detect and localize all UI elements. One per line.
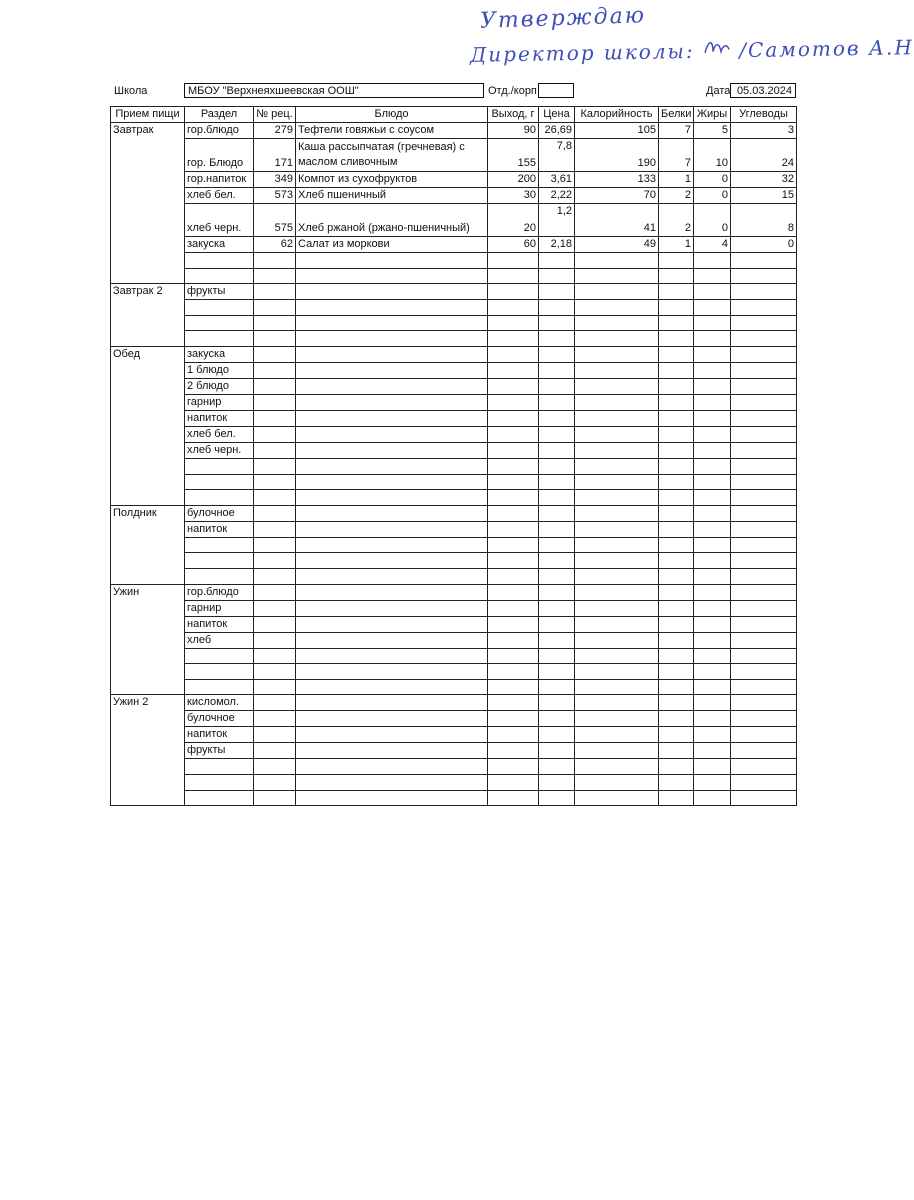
section-cell: 1 блюдо bbox=[185, 362, 254, 378]
dept-label: Отд./корп bbox=[488, 85, 537, 97]
section-cell bbox=[185, 648, 254, 664]
table-row bbox=[111, 474, 797, 490]
section-cell: булочное bbox=[185, 711, 254, 727]
school-label: Школа bbox=[114, 85, 148, 97]
table-row bbox=[111, 774, 797, 790]
table-row bbox=[111, 537, 797, 553]
table-row bbox=[111, 695, 797, 711]
section-cell: гор.блюдо bbox=[185, 584, 254, 600]
recipe-cell: 349 bbox=[254, 172, 296, 188]
section-cell: напиток bbox=[185, 410, 254, 426]
section-cell: фрукты bbox=[185, 743, 254, 759]
section-cell bbox=[185, 537, 254, 553]
price-cell: 26,69 bbox=[539, 123, 575, 139]
table-row bbox=[111, 204, 797, 237]
carbs-cell: 3 bbox=[731, 123, 797, 139]
menu-table bbox=[110, 106, 797, 806]
section-cell bbox=[185, 331, 254, 347]
protein-cell: 1 bbox=[659, 237, 694, 253]
section-cell: хлеб бел. bbox=[185, 188, 254, 204]
meal-name: Завтрак bbox=[111, 123, 185, 139]
table-row bbox=[111, 123, 797, 139]
table-row bbox=[111, 139, 797, 172]
table-row bbox=[111, 664, 797, 680]
protein-cell: 2 bbox=[659, 188, 694, 204]
section-cell bbox=[185, 759, 254, 775]
table-row bbox=[111, 759, 797, 775]
column-header: Калорийность bbox=[575, 107, 659, 123]
protein-cell: 7 bbox=[659, 123, 694, 139]
table-row bbox=[111, 521, 797, 537]
table-row bbox=[111, 490, 797, 506]
section-cell bbox=[185, 774, 254, 790]
column-header: Прием пищи bbox=[111, 107, 185, 123]
table-row bbox=[111, 362, 797, 378]
calories-cell: 133 bbox=[575, 172, 659, 188]
column-header: Белки bbox=[659, 107, 694, 123]
table-row bbox=[111, 600, 797, 616]
meal-name: Ужин 2 bbox=[111, 695, 185, 711]
table-row bbox=[111, 505, 797, 521]
section-cell bbox=[185, 664, 254, 680]
section-cell bbox=[185, 568, 254, 584]
fat-cell: 0 bbox=[694, 204, 731, 237]
carbs-cell: 24 bbox=[731, 139, 797, 172]
section-cell bbox=[185, 679, 254, 695]
section-cell: хлеб черн. bbox=[185, 204, 254, 237]
output-cell: 60 bbox=[488, 237, 539, 253]
section-cell: напиток bbox=[185, 616, 254, 632]
dish-cell: Салат из моркови bbox=[296, 237, 488, 253]
table-header-row bbox=[111, 107, 797, 123]
section-cell bbox=[185, 458, 254, 474]
fat-cell: 0 bbox=[694, 172, 731, 188]
calories-cell: 49 bbox=[575, 237, 659, 253]
section-cell: закуска bbox=[185, 346, 254, 362]
table-row bbox=[111, 410, 797, 426]
table-row bbox=[111, 394, 797, 410]
column-header: Блюдо bbox=[296, 107, 488, 123]
approval-position: Директор школы: bbox=[469, 38, 695, 67]
section-cell: 2 блюдо bbox=[185, 378, 254, 394]
section-cell: гор.блюдо bbox=[185, 123, 254, 139]
section-cell bbox=[185, 300, 254, 316]
dish-cell: Тефтели говяжьи с соусом bbox=[296, 123, 488, 139]
approval-title: Утверждаю bbox=[479, 3, 647, 34]
meal-name: Завтрак 2 bbox=[111, 284, 185, 300]
table-row bbox=[111, 378, 797, 394]
signature-mark bbox=[703, 37, 731, 62]
protein-cell: 1 bbox=[659, 172, 694, 188]
price-cell: 3,61 bbox=[539, 172, 575, 188]
price-cell: 2,22 bbox=[539, 188, 575, 204]
approval-signature-line bbox=[470, 34, 914, 67]
table-row bbox=[111, 616, 797, 632]
section-cell: булочное bbox=[185, 505, 254, 521]
section-cell: гарнир bbox=[185, 600, 254, 616]
table-row bbox=[111, 426, 797, 442]
table-row bbox=[111, 632, 797, 648]
table-row bbox=[111, 727, 797, 743]
school-field: МБОУ "Верхнеяхшеевская ООШ" bbox=[184, 83, 484, 98]
output-cell: 155 bbox=[488, 139, 539, 172]
section-cell: гарнир bbox=[185, 394, 254, 410]
column-header: Углеводы bbox=[731, 107, 797, 123]
price-cell: 1,2 bbox=[539, 204, 575, 237]
table-row bbox=[111, 648, 797, 664]
table-row bbox=[111, 188, 797, 204]
section-cell bbox=[185, 474, 254, 490]
table-row bbox=[111, 790, 797, 806]
protein-cell: 2 bbox=[659, 204, 694, 237]
fat-cell: 10 bbox=[694, 139, 731, 172]
section-cell: хлеб бел. bbox=[185, 426, 254, 442]
table-row bbox=[111, 458, 797, 474]
table-row bbox=[111, 237, 797, 253]
approval-name: /Самотов А.Н bbox=[739, 35, 914, 63]
recipe-cell: 62 bbox=[254, 237, 296, 253]
section-cell bbox=[185, 553, 254, 569]
output-cell: 30 bbox=[488, 188, 539, 204]
recipe-cell: 573 bbox=[254, 188, 296, 204]
section-cell: гор.напиток bbox=[185, 172, 254, 188]
meal-name: Обед bbox=[111, 346, 185, 362]
price-cell: 7,8 bbox=[539, 139, 575, 172]
table-row bbox=[111, 553, 797, 569]
carbs-cell: 15 bbox=[731, 188, 797, 204]
output-cell: 200 bbox=[488, 172, 539, 188]
table-row bbox=[111, 284, 797, 300]
table-row bbox=[111, 300, 797, 316]
column-header: Выход, г bbox=[488, 107, 539, 123]
protein-cell: 7 bbox=[659, 139, 694, 172]
table-row bbox=[111, 268, 797, 284]
calories-cell: 105 bbox=[575, 123, 659, 139]
date-field: 05.03.2024 bbox=[730, 83, 796, 98]
section-cell: фрукты bbox=[185, 284, 254, 300]
fat-cell: 5 bbox=[694, 123, 731, 139]
recipe-cell: 171 bbox=[254, 139, 296, 172]
calories-cell: 70 bbox=[575, 188, 659, 204]
section-cell bbox=[185, 490, 254, 506]
table-row bbox=[111, 315, 797, 331]
table-row bbox=[111, 584, 797, 600]
calories-cell: 190 bbox=[575, 139, 659, 172]
section-cell: напиток bbox=[185, 727, 254, 743]
table-row bbox=[111, 711, 797, 727]
section-cell: напиток bbox=[185, 521, 254, 537]
recipe-cell: 279 bbox=[254, 123, 296, 139]
section-cell: гор. Блюдо bbox=[185, 139, 254, 172]
dish-cell: Хлеб ржаной (ржано-пшеничный) bbox=[296, 204, 488, 237]
recipe-cell: 575 bbox=[254, 204, 296, 237]
table-row bbox=[111, 346, 797, 362]
table-row bbox=[111, 331, 797, 347]
carbs-cell: 0 bbox=[731, 237, 797, 253]
calories-cell: 41 bbox=[575, 204, 659, 237]
table-row bbox=[111, 679, 797, 695]
carbs-cell: 32 bbox=[731, 172, 797, 188]
meal-name: Полдник bbox=[111, 505, 185, 521]
section-cell: закуска bbox=[185, 237, 254, 253]
output-cell: 20 bbox=[488, 204, 539, 237]
table-row bbox=[111, 253, 797, 269]
output-cell: 90 bbox=[488, 123, 539, 139]
column-header: № рец. bbox=[254, 107, 296, 123]
fat-cell: 4 bbox=[694, 237, 731, 253]
column-header: Цена bbox=[539, 107, 575, 123]
dish-cell: Компот из сухофруктов bbox=[296, 172, 488, 188]
column-header: Жиры bbox=[694, 107, 731, 123]
price-cell: 2,18 bbox=[539, 237, 575, 253]
other-meals bbox=[111, 284, 797, 806]
fat-cell: 0 bbox=[694, 188, 731, 204]
section-cell: хлеб bbox=[185, 632, 254, 648]
section-cell: хлеб черн. bbox=[185, 442, 254, 458]
table-row bbox=[111, 442, 797, 458]
dish-cell: Каша рассыпчатая (гречневая) с маслом сливочным bbox=[296, 139, 488, 172]
table-row bbox=[111, 172, 797, 188]
section-cell bbox=[185, 790, 254, 806]
dept-field bbox=[538, 83, 574, 98]
dish-cell: Хлеб пшеничный bbox=[296, 188, 488, 204]
section-cell: кисломол. bbox=[185, 695, 254, 711]
date-label: Дата bbox=[706, 85, 731, 97]
table-row bbox=[111, 743, 797, 759]
section-cell bbox=[185, 315, 254, 331]
column-header: Раздел bbox=[185, 107, 254, 123]
table-row bbox=[111, 568, 797, 584]
carbs-cell: 8 bbox=[731, 204, 797, 237]
meal-name: Ужин bbox=[111, 584, 185, 600]
